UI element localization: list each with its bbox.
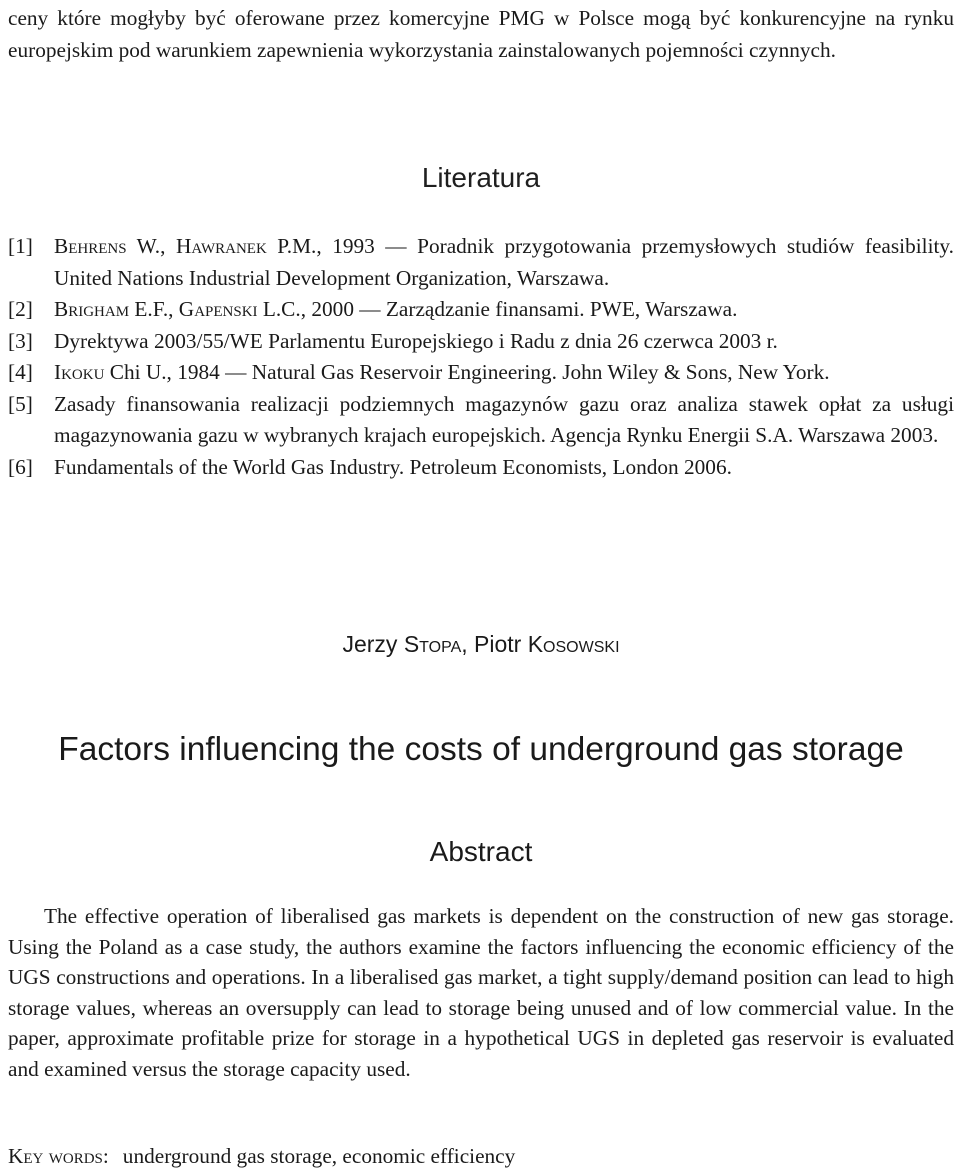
reference-text <box>54 294 954 326</box>
reference-text <box>54 357 954 389</box>
reference-authors: Behrens W., Hawranek P.M. <box>54 234 317 258</box>
intro-paragraph: ceny które mogłyby być oferowane przez komercyjne PMG w Polsce mogą być konkurencyjne na rynku europejskim pod warunkiem zapewnienia wykorzystania zainstalowanych pojemności czynnych. <box>8 6 954 62</box>
author2-first-name: Piotr <box>474 631 522 657</box>
reference-body: Zasady finansowania realizacji podziemnych magazynów gazu oraz analiza stawek opłat za usługi magazynowania gazu w wybranych krajach europejskich. Agencja Rynku Energii S.A. Warszawa 2003. <box>54 391 954 447</box>
abstract-heading: Abstract <box>429 836 533 867</box>
reference-item <box>8 389 954 452</box>
reference-item <box>8 452 954 484</box>
reference-body: , 2000 — Zarządzanie finansami. PWE, Warszawa. <box>300 297 738 321</box>
reference-number: [2] <box>8 297 33 321</box>
author1-first-name: Jerzy <box>342 631 398 657</box>
reference-number: [3] <box>8 328 33 353</box>
reference-body: Chi U., 1984 — Natural Gas Reservoir Engineering. John Wiley & Sons, New York. <box>104 360 830 384</box>
literature-heading: Literatura <box>421 162 541 193</box>
author2-last-name: Kosowski <box>527 631 620 657</box>
paper-title: Factors influencing the costs of underground gas storage <box>58 731 904 768</box>
reference-number: [5] <box>8 391 33 416</box>
abstract-paragraph: The effective operation of liberalised gas markets is dependent on the construction of new gas storage. Using the Poland as a case study, the authors examine the factors influencing the economic efficiency of the UGS constructions and operations. In a liberalised gas market, a tight supply/demand position can lead to high storage values, whereas an oversupply can lead to storage being unused and of low commercial value. In the paper, approximate profitable prize for storage in a hypothetical UGS in depleted gas reservoir is evaluated and examined versus the storage capacity used. <box>8 904 954 1081</box>
keywords-label: Key words: <box>8 1144 109 1168</box>
keywords-value: underground gas storage, economic efficiency <box>122 1144 516 1168</box>
reference-item <box>8 326 954 358</box>
reference-text <box>54 389 954 452</box>
reference-authors: Ikoku <box>54 360 105 384</box>
reference-list <box>8 231 954 483</box>
author-separator: , <box>461 631 468 657</box>
author1-last-name: Stopa <box>403 631 462 657</box>
reference-item <box>8 231 954 294</box>
reference-item <box>8 294 954 326</box>
reference-body: , 1993 — Poradnik przygotowania przemysłowych studiów feasibility. United Nations Industrial Development Organization, Warszawa. <box>54 234 954 290</box>
reference-body: Fundamentals of the World Gas Industry. Petroleum Economists, London 2006. <box>54 454 732 479</box>
reference-item <box>8 357 954 389</box>
reference-text <box>54 326 954 358</box>
paper-authors <box>8 627 954 661</box>
document-page <box>8 0 954 1168</box>
reference-number: [6] <box>8 454 33 479</box>
keywords-line <box>8 1140 954 1172</box>
reference-number: [4] <box>8 360 33 384</box>
reference-number: [1] <box>8 234 33 258</box>
reference-text <box>54 231 954 294</box>
reference-body: Dyrektywa 2003/55/WE Parlamentu Europejskiego i Radu z dnia 26 czerwca 2003 r. <box>54 328 778 353</box>
reference-authors: Brigham E.F., Gapenski L.C. <box>54 297 301 321</box>
reference-text <box>54 452 954 484</box>
